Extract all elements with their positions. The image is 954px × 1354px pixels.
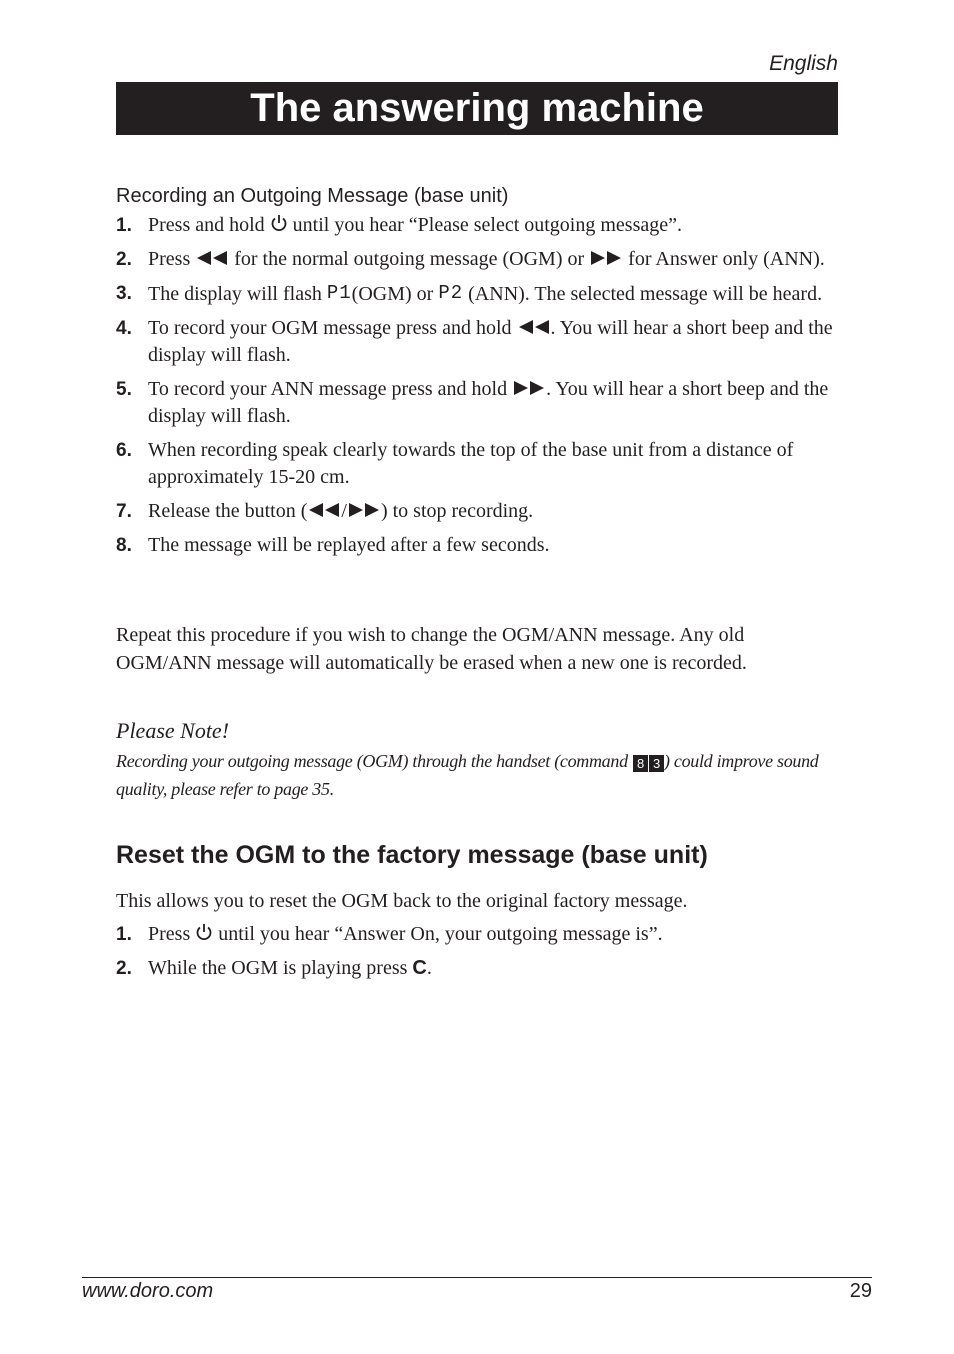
reset-step-1: 1. Press until you hear “Answer On, your outgoing message is”.	[116, 923, 663, 945]
section-heading-reset: Reset the OGM to the factory message (base unit)	[116, 841, 708, 869]
fast-forward-icon	[589, 249, 623, 267]
step-3: 3. The display will flash P1(OGM) or P2 (ANN). The selected message will be heard.	[116, 282, 823, 305]
recording-steps	[116, 212, 840, 566]
page-title: The answering machine	[250, 86, 704, 130]
step-1: 1. Press and hold until you hear “Please select outgoing message”.	[116, 214, 682, 236]
power-icon	[195, 922, 213, 942]
reset-steps	[116, 921, 840, 989]
rewind-icon	[195, 249, 229, 267]
display-p2: P2	[438, 282, 464, 304]
step-7: 7. Release the button ( / ) to stop recording.	[116, 500, 534, 522]
step-4: 4. To record your OGM message press and hold . You will hear a short beep and the display will flash.	[116, 317, 833, 366]
footer-url: www.doro.com	[82, 1280, 214, 1302]
step-6: 6. When recording speak clearly towards the top of the base unit from a distance of approximately 15-20 cm.	[116, 439, 794, 488]
rewind-icon	[517, 318, 551, 336]
fast-forward-icon	[512, 379, 546, 397]
rewind-icon	[307, 501, 341, 519]
footer-divider	[82, 1277, 872, 1278]
reset-step-2: 2. While the OGM is playing press C.	[116, 957, 432, 979]
repeat-paragraph: Repeat this procedure if you wish to change the OGM/ANN message. Any old OGM/ANN message will automatically be erased when a new one is recorded.	[116, 624, 747, 674]
section-heading-recording: Recording an Outgoing Message (base unit)	[116, 185, 509, 207]
note-text: Recording your outgoing message (OGM) through the handset (command 8 3 ) could improve sound quality, please refer to page 35.	[116, 751, 819, 799]
step-8: 8. The message will be replayed after a few seconds.	[116, 534, 550, 556]
display-p1: P1	[326, 282, 352, 304]
note-heading: Please Note!	[116, 718, 230, 743]
key-c: C	[412, 957, 427, 979]
step-5: 5. To record your ANN message press and hold . You will hear a short beep and the display will flash.	[116, 378, 829, 427]
title-bar	[116, 82, 838, 135]
step-2: 2. Press for the normal outgoing message (OGM) or for Answer only (ANN).	[116, 248, 825, 270]
key-3: 3	[649, 755, 664, 772]
key-8: 8	[633, 755, 648, 772]
reset-intro: This allows you to reset the OGM back to the original factory message.	[116, 890, 688, 912]
power-icon	[270, 213, 288, 233]
page-number: 29	[849, 1280, 872, 1302]
fast-forward-icon	[347, 501, 381, 519]
language-label: English	[769, 52, 838, 75]
